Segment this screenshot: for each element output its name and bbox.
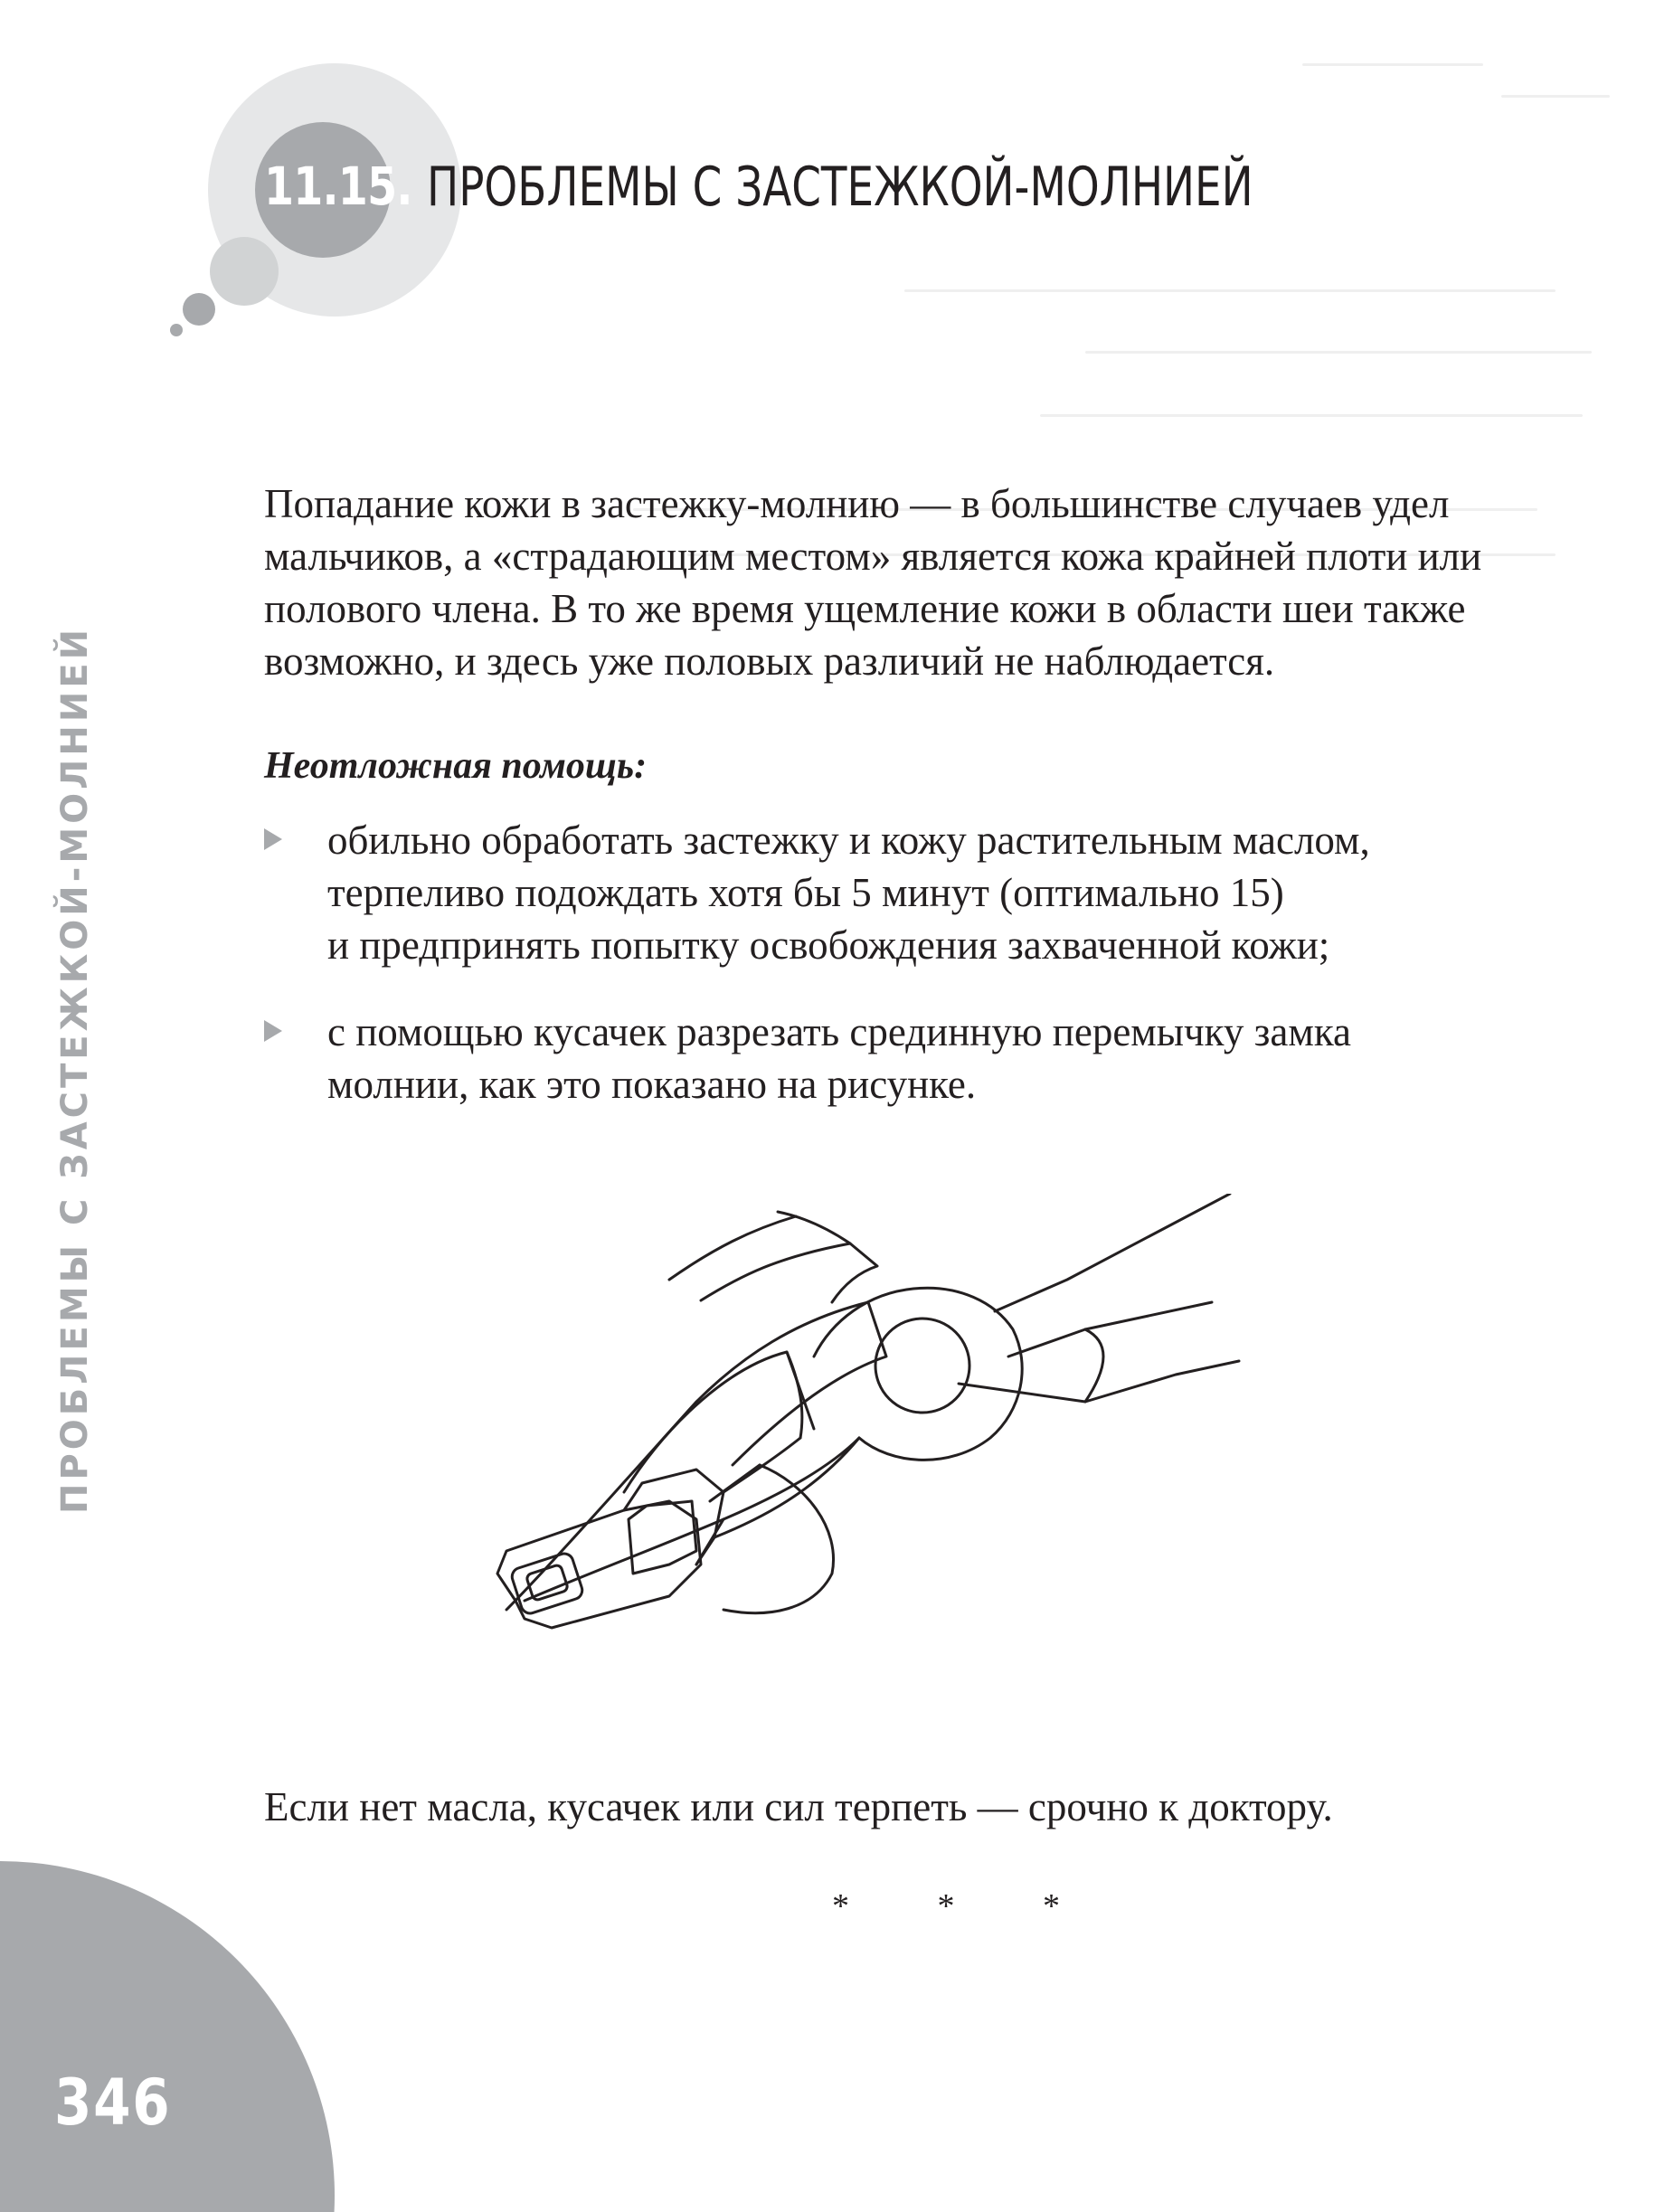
chapter-title: ПРОБЛЕМЫ С ЗАСТЕЖКОЙ-МОЛНИЕЙ: [427, 156, 1253, 219]
triangle-bullet-icon: [264, 828, 282, 850]
triangle-bullet-icon: [264, 1020, 282, 1042]
intro-line: возможно, и здесь уже половых различий не наблюдается.: [264, 638, 1275, 684]
intro-paragraph: [264, 477, 1639, 687]
step-line: и предпринять попытку освобождения захваченной кожи;: [327, 922, 1330, 968]
page-number-disc: [0, 1861, 335, 2212]
emergency-step-item: [264, 1006, 1584, 1111]
emergency-step-item: [264, 814, 1584, 971]
emergency-step-text: [327, 1006, 1584, 1111]
step-line: с помощью кусачек разрезать срединную перемычку замка: [327, 1009, 1351, 1054]
step-line: обильно обработать застежку и кожу растительным маслом,: [327, 818, 1370, 863]
intro-line: Попадание кожи в застежку-молнию — в большинстве случаев удел: [264, 481, 1450, 526]
intro-line: мальчиков, а «страдающим местом» является кожа крайней плоти или: [264, 534, 1482, 579]
page-number: 346: [54, 2065, 172, 2140]
section-separator: * * *: [832, 1887, 1100, 1925]
header-circle-dot: [170, 324, 183, 336]
emergency-step-text: [327, 814, 1584, 971]
header-circle-tiny: [183, 293, 215, 326]
chapter-number: 11.15.: [264, 156, 412, 217]
step-line: терпеливо подождать хотя бы 5 минут (оптимально 15): [327, 870, 1284, 915]
intro-line: полового члена. В то же время ущемление кожи в области шеи также: [264, 586, 1466, 631]
running-side-title: ПРОБЛЕМЫ С ЗАСТЕЖКОЙ-МОЛНИЕЙ: [54, 625, 96, 1514]
step-line: молнии, как это показано на рисунке.: [327, 1062, 977, 1107]
pliers-zipper-illustration: [488, 1194, 1266, 1664]
closing-advice: Если нет масла, кусачек или сил терпеть — срочно к доктору.: [264, 1784, 1333, 1829]
header-circle-small: [210, 237, 279, 306]
emergency-aid-heading: Неотложная помощь:: [264, 745, 648, 787]
